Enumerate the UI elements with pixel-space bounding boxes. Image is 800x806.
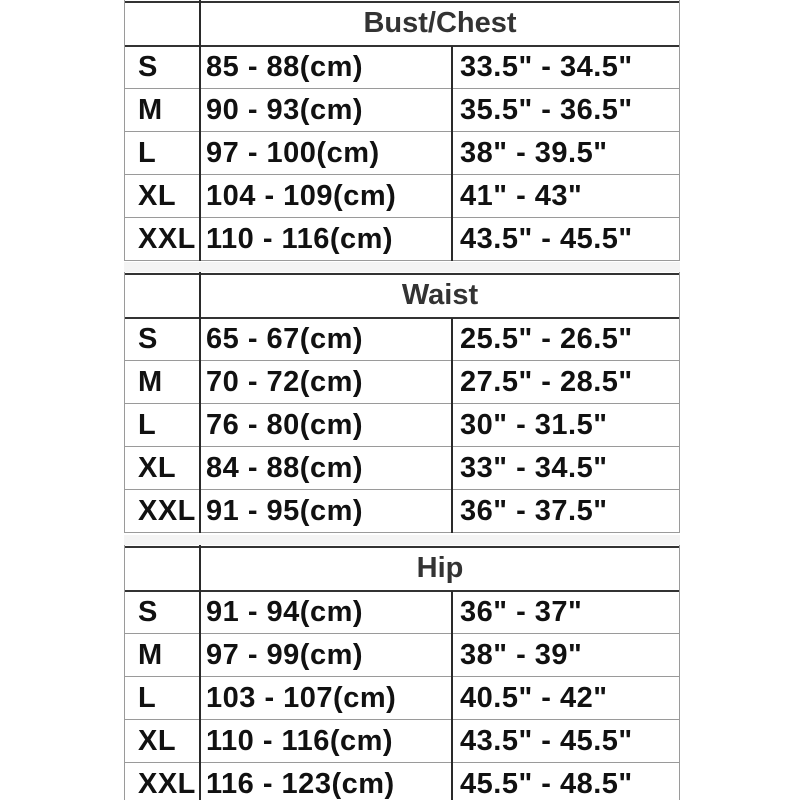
size-cell: XXL [138, 768, 196, 800]
inch-cell: 43.5" - 45.5" [460, 725, 633, 757]
cm-cell: 104 - 109(cm) [206, 180, 397, 212]
table-row [0, 591, 800, 634]
inch-cell: 36" - 37.5" [460, 495, 608, 527]
table-row [0, 46, 800, 89]
header-corner-cell [124, 0, 200, 46]
table-row [0, 175, 800, 218]
grid-line [124, 590, 680, 592]
inch-cell: 33" - 34.5" [460, 452, 608, 484]
grid-line [199, 545, 201, 800]
grid-line [124, 446, 680, 447]
grid-line [199, 0, 201, 261]
cm-cell: 91 - 94(cm) [206, 596, 364, 628]
section-header [0, 0, 800, 46]
cm-cell: 70 - 72(cm) [206, 366, 364, 398]
grid-line [679, 545, 680, 800]
size-cell: L [138, 137, 157, 169]
cm-cell: 84 - 88(cm) [206, 452, 364, 484]
grid-line [124, 1, 680, 3]
inch-cell: 43.5" - 45.5" [460, 223, 633, 255]
table-row [0, 720, 800, 763]
size-cell: XXL [138, 223, 196, 255]
inch-cell: 40.5" - 42" [460, 682, 608, 714]
inch-cell: 41" - 43" [460, 180, 583, 212]
section-title: Waist [401, 278, 479, 311]
grid-line [679, 272, 680, 533]
cm-cell: 91 - 95(cm) [206, 495, 364, 527]
size-cell: XL [138, 725, 177, 757]
size-cell: XXL [138, 495, 196, 527]
table-row [0, 634, 800, 677]
cm-cell: 110 - 116(cm) [206, 725, 394, 757]
grid-line [124, 762, 680, 763]
grid-line [199, 272, 201, 533]
table-row [0, 218, 800, 261]
cm-cell: 90 - 93(cm) [206, 94, 364, 126]
grid-line [124, 545, 125, 800]
grid-line [124, 273, 680, 275]
table-row [0, 404, 800, 447]
table-row [0, 361, 800, 404]
inch-cell: 36" - 37" [460, 596, 583, 628]
size-cell: S [138, 596, 158, 628]
grid-line [451, 318, 453, 533]
inch-cell: 45.5" - 48.5" [460, 768, 633, 800]
cm-cell: 76 - 80(cm) [206, 409, 364, 441]
section-title: Hip [416, 551, 464, 584]
grid-line [124, 489, 680, 490]
section-header [0, 272, 800, 318]
grid-line [124, 719, 680, 720]
table-row [0, 132, 800, 175]
grid-line [124, 260, 680, 261]
header-corner-cell [124, 545, 200, 591]
cm-cell: 97 - 100(cm) [206, 137, 380, 169]
grid-line [124, 360, 680, 361]
cm-cell: 110 - 116(cm) [206, 223, 394, 255]
grid-line [124, 88, 680, 89]
section-gap [124, 262, 680, 272]
inch-cell: 38" - 39.5" [460, 137, 608, 169]
cm-cell: 85 - 88(cm) [206, 51, 364, 83]
inch-cell: 35.5" - 36.5" [460, 94, 633, 126]
grid-line [679, 0, 680, 261]
grid-line [124, 403, 680, 404]
section-header [0, 545, 800, 591]
grid-line [124, 217, 680, 218]
size-cell: L [138, 682, 157, 714]
grid-line [124, 131, 680, 132]
cm-cell: 97 - 99(cm) [206, 639, 364, 671]
cm-cell: 103 - 107(cm) [206, 682, 397, 714]
inch-cell: 30" - 31.5" [460, 409, 608, 441]
table-row [0, 490, 800, 533]
table-row [0, 677, 800, 720]
cm-cell: 65 - 67(cm) [206, 323, 364, 355]
inch-cell: 38" - 39" [460, 639, 583, 671]
size-cell: XL [138, 180, 177, 212]
size-cell: M [138, 639, 163, 671]
size-cell: XL [138, 452, 177, 484]
grid-line [124, 532, 680, 533]
size-cell: S [138, 51, 158, 83]
table-row [0, 89, 800, 132]
size-cell: S [138, 323, 158, 355]
grid-line [451, 591, 453, 800]
section-title: Bust/Chest [363, 6, 517, 39]
size-cell: M [138, 94, 163, 126]
grid-line [124, 676, 680, 677]
size-cell: L [138, 409, 157, 441]
grid-line [124, 272, 125, 533]
table-row [0, 318, 800, 361]
header-corner-cell [124, 272, 200, 318]
grid-line [124, 633, 680, 634]
grid-line [451, 46, 453, 261]
grid-line [124, 546, 680, 548]
inch-cell: 33.5" - 34.5" [460, 51, 633, 83]
section-gap [124, 535, 680, 545]
cm-cell: 116 - 123(cm) [206, 768, 395, 800]
inch-cell: 25.5" - 26.5" [460, 323, 633, 355]
table-row [0, 447, 800, 490]
inch-cell: 27.5" - 28.5" [460, 366, 633, 398]
grid-line [124, 45, 680, 47]
grid-line [124, 174, 680, 175]
size-cell: M [138, 366, 163, 398]
grid-line [124, 0, 125, 261]
grid-line [124, 317, 680, 319]
